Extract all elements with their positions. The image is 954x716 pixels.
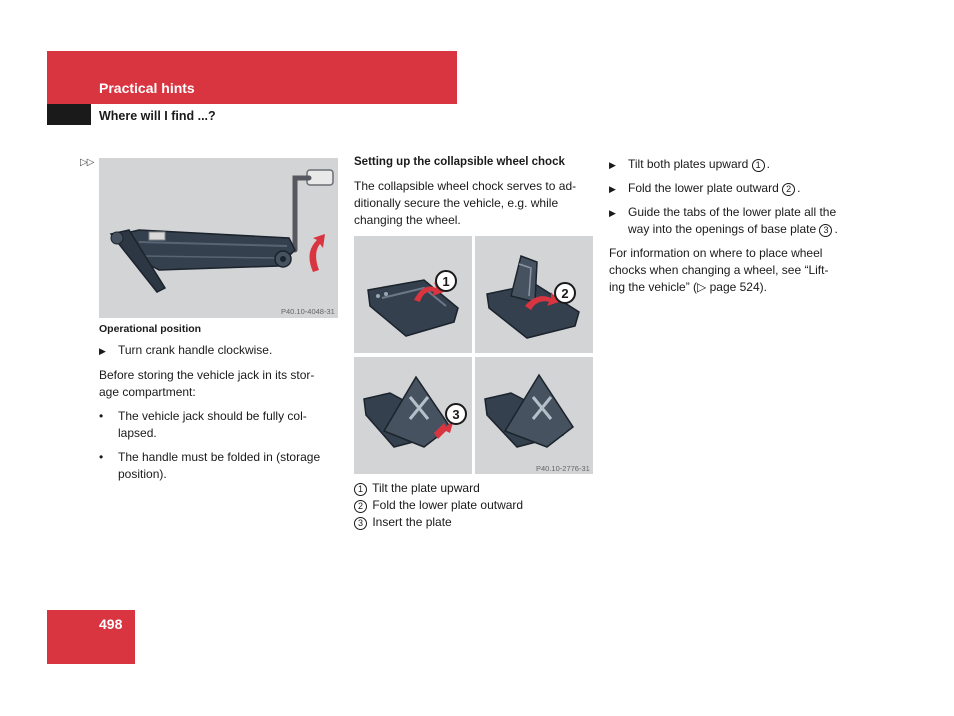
number-circle: 3 [819,224,832,237]
callout-2: 2 [561,286,569,301]
step-text: way into the openings of base plate [628,222,820,236]
step-text-end: . [766,157,770,171]
number-circle: 1 [354,483,367,496]
list-line: lapsed. [118,426,157,440]
step-text: Guide the tabs of the lower plate all the [628,205,837,219]
info-line-page-reference: ing the vehicle” (▷ page 524). [609,280,767,294]
header-band [47,51,457,104]
right-text-block [609,156,854,296]
jack-illustration [99,158,338,318]
continued-arrows-icon: ▷▷ [80,157,94,168]
figure-caption: Operational position [99,323,202,335]
step-text-end: . [797,181,801,195]
bullet-triangle-icon: ▶ [609,160,616,170]
page-number: 498 [99,616,123,632]
step-text: Turn crank handle clockwise. [118,343,273,357]
chock-heading: Setting up the collapsible wheel chock [354,156,565,168]
step-item [609,204,854,238]
number-circle: 2 [354,500,367,513]
legend-item [354,497,594,514]
legend-text: Tilt the plate upward [372,481,480,495]
figure-legend [354,480,594,531]
number-circle: 2 [782,183,795,196]
intro-line: The collapsible wheel chock serves to ad- [354,179,577,193]
legend-item [354,480,594,497]
left-text-block [99,342,339,483]
list-line: position). [118,467,167,481]
chock-figure-4 [475,357,593,474]
chock-intro [354,178,594,229]
legend-text: Fold the lower plate outward [372,498,524,512]
legend-item [354,514,594,531]
jack-figure [99,158,338,318]
number-circle: 1 [752,159,765,172]
figure-code: P40.10-2776-31 [536,464,590,473]
bullet-triangle-icon: ▶ [609,184,616,194]
intro-line: ditionally secure the vehicle, e.g. while [354,196,559,210]
info-line: For information on where to place wheel [609,246,823,260]
paragraph-line: Before storing the vehicle jack in its stor- [99,368,315,382]
chock-figure-3 [354,357,472,474]
figure-code: P40.10-4048-31 [281,307,335,316]
step-item [99,342,339,360]
subsection-title: Where will I find ...? [99,109,216,123]
info-paragraph [609,245,854,296]
chock-step-2-illustration [475,236,593,353]
list-dot: • [99,450,104,464]
bullet-triangle-icon: ▶ [609,208,616,218]
step-text: Tilt both plates upward [628,157,752,171]
legend-text: Insert the plate [372,515,452,529]
list-item [99,449,339,483]
section-title: Practical hints [99,80,195,96]
step-item [609,180,854,198]
chock-final-illustration [475,357,593,474]
bullet-triangle-icon: ▶ [99,346,106,356]
chock-figure-2 [475,236,593,353]
list-dot: • [99,409,104,423]
subsection-tab [47,104,91,125]
chock-step-3-illustration [354,357,472,474]
chock-step-1-illustration [354,236,472,353]
step-text: Fold the lower plate outward [628,181,783,195]
callout-1: 1 [442,274,450,289]
list-line: The vehicle jack should be fully col- [118,409,307,423]
storage-paragraph [99,367,339,401]
number-circle: 3 [354,517,367,530]
list-line: The handle must be folded in (storage [118,450,321,464]
chock-figure-1 [354,236,472,353]
callout-3: 3 [452,407,460,422]
step-item [609,156,854,174]
intro-line: changing the wheel. [354,213,461,227]
info-line: chocks when changing a wheel, see “Lift- [609,263,829,277]
list-item [99,408,339,442]
step-text-end: . [834,222,838,236]
paragraph-line: age compartment: [99,385,196,399]
